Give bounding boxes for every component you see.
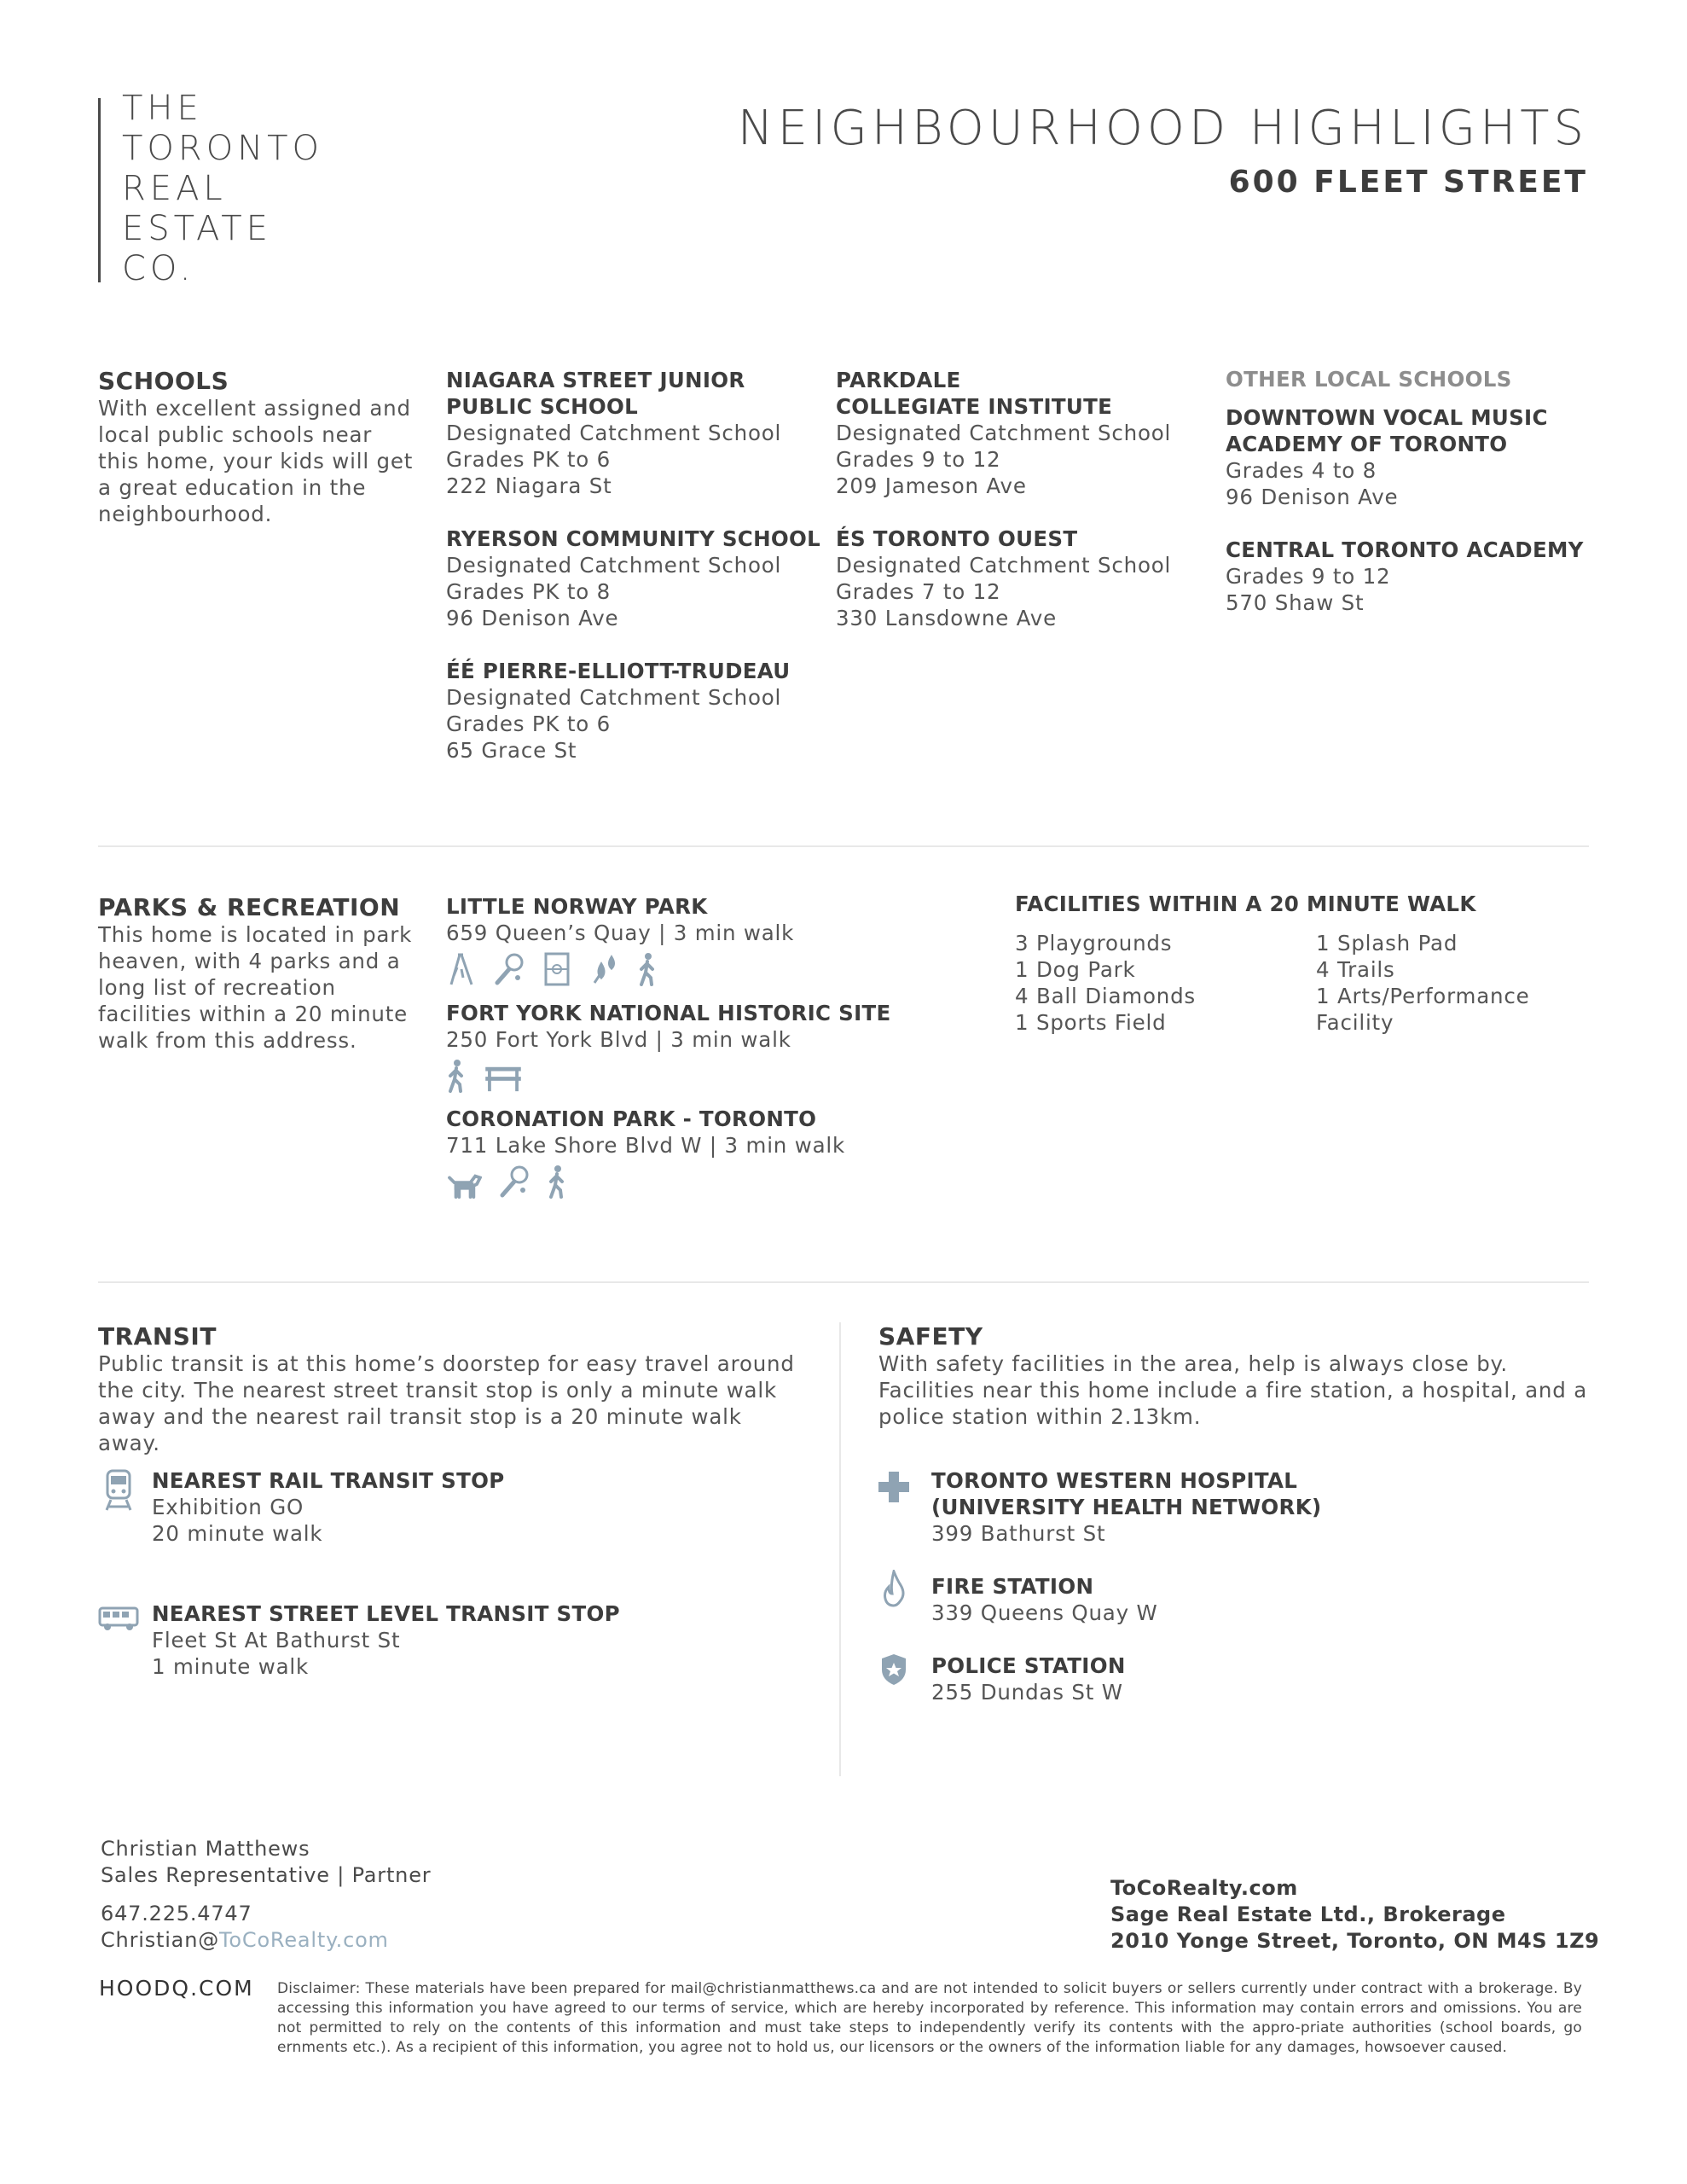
school-name-line1: DOWNTOWN VOCAL MUSIC <box>1226 405 1548 430</box>
brokerage-info <box>1110 1875 1599 1955</box>
street-transit-title: NEAREST STREET LEVEL TRANSIT STOP <box>152 1601 620 1626</box>
logo: THE TORONTO REAL ESTATE CO. <box>122 89 324 288</box>
property-address: 600 FLEET STREET <box>1228 165 1588 200</box>
agent-name: Christian Matthews <box>101 1837 310 1861</box>
school-address: 570 Shaw St <box>1226 590 1365 615</box>
logo-bar <box>98 98 101 282</box>
park-name: CORONATION PARK - TORONTO <box>446 1107 817 1131</box>
school-address: 209 Jameson Ave <box>836 473 1027 498</box>
park-icons <box>446 952 794 986</box>
facilities-list-2 <box>1316 930 1530 1036</box>
school-grades: Grades 9 to 12 <box>836 447 1001 472</box>
school-grades: Grades 7 to 12 <box>836 579 1001 604</box>
facility-item: 3 Playgrounds <box>1015 931 1173 956</box>
schools-heading: SCHOOLS <box>98 367 229 395</box>
school-address: 96 Denison Ave <box>1226 485 1399 509</box>
street-transit-walk: 1 minute walk <box>152 1654 310 1679</box>
school-grades: Grades PK to 6 <box>446 447 612 472</box>
park-detail: 659 Queen’s Quay | 3 min walk <box>446 921 795 945</box>
school-name: RYERSON COMMUNITY SCHOOL <box>446 526 821 551</box>
school-item <box>836 367 1203 499</box>
hoodq-link[interactable]: HOODQ.COM <box>99 1976 254 2001</box>
park-item <box>446 893 794 986</box>
school-name: NIAGARA STREET JUNIOR PUBLIC SCHOOL <box>446 368 745 419</box>
park-name: FORT YORK NATIONAL HISTORIC SITE <box>446 1001 891 1025</box>
hospital-name-line1: TORONTO WESTERN HOSPITAL <box>931 1468 1298 1493</box>
disclaimer: Disclaimer: These materials have been prepared for mail@christianmatthews.ca and are not intended to solicit buyers or sellers currently under contract with a brokerage. By accessing this information you have agreed to our terms of service, which are hereby incorporated by reference. This information may contain errors and omissions. You are not permitted to rely on the contents of this information and must take steps to independently verify its contents with the appro-priate authorities (school boards, go ernments etc.). As a recipient of this information, you agree not to hold us, our licensors or the owners of the information liable for any damages, howsoever caused. <box>277 1980 1582 2056</box>
facilities-list-1 <box>1015 930 1196 1036</box>
school-item <box>446 526 821 631</box>
other-schools-heading: OTHER LOCAL SCHOOLS <box>1226 367 1512 392</box>
school-item <box>446 367 813 499</box>
police-station-title: POLICE STATION <box>931 1653 1126 1678</box>
facility-item: 1 Sports Field <box>1015 1010 1167 1035</box>
school-item <box>1226 404 1592 510</box>
park-icons <box>446 1165 845 1199</box>
bus-icon <box>98 1606 139 1632</box>
safety-description: With safety facilities in the area, help is always close by. Facilities near this home include a fire station, a hospital, and a police station within 2.13km. <box>878 1351 1588 1429</box>
facility-item: Facility <box>1316 1010 1394 1035</box>
website-link[interactable]: ToCoRealty.com <box>1110 1876 1298 1900</box>
park-item <box>446 1000 891 1093</box>
school-address: 65 Grace St <box>446 738 577 763</box>
hospital <box>931 1467 1321 1547</box>
fire-icon <box>882 1570 906 1607</box>
fire-station-address: 339 Queens Quay W <box>931 1600 1158 1625</box>
school-name-line1: PARKDALE <box>836 368 961 392</box>
facility-item: 1 Splash Pad <box>1316 931 1458 956</box>
park-item <box>446 1106 845 1199</box>
schools-description: With excellent assigned and local public schools near this home, your kids will get a great education in the neighbourhood. <box>98 396 414 526</box>
agent-title: Sales Representative | Partner <box>101 1863 432 1887</box>
school-type: Designated Catchment School <box>836 421 1172 445</box>
school-address: 96 Denison Ave <box>446 606 619 630</box>
police-shield-icon <box>880 1653 907 1687</box>
school-item <box>836 526 1203 631</box>
sports-field-icon <box>542 952 572 986</box>
parks-description: This home is located in park heaven, with 4 parks and a long list of recreation facilities within a 20 minute walk from this address. <box>98 922 413 1053</box>
school-name-line2: ACADEMY OF TORONTO <box>1226 432 1508 456</box>
school-type: Designated Catchment School <box>446 553 782 578</box>
school-address: 222 Niagara St <box>446 473 612 498</box>
rail-transit-stop <box>152 1467 504 1547</box>
school-grades: Grades 4 to 8 <box>1226 458 1377 483</box>
school-type: Designated Catchment School <box>446 421 782 445</box>
school-name: ÉS TORONTO OUEST <box>836 526 1078 551</box>
brokerage-name: Sage Real Estate Ltd., Brokerage <box>1110 1902 1506 1926</box>
safety-heading: SAFETY <box>878 1322 983 1350</box>
transit-description: Public transit is at this home’s doorstep for easy travel around the city. The nearest street transit stop is only a minute walk away and the nearest rail transit stop is a 20 minute walk away. <box>98 1351 795 1455</box>
school-type: Designated Catchment School <box>446 685 782 710</box>
hospital-name-line2: (UNIVERSITY HEALTH NETWORK) <box>931 1495 1322 1519</box>
park-detail: 711 Lake Shore Blvd W | 3 min walk <box>446 1133 845 1158</box>
rail-transit-title: NEAREST RAIL TRANSIT STOP <box>152 1468 505 1493</box>
school-name-line2: COLLEGIATE INSTITUTE <box>836 394 1113 419</box>
fire-station-title: FIRE STATION <box>931 1574 1094 1599</box>
police-station-address: 255 Dundas St W <box>931 1680 1123 1705</box>
school-type: Designated Catchment School <box>836 553 1172 578</box>
ball-diamond-icon <box>499 1165 530 1199</box>
playground-icon <box>446 952 477 986</box>
column-divider <box>839 1322 841 1776</box>
divider <box>98 1281 1589 1283</box>
school-grades: Grades PK to 6 <box>446 712 612 736</box>
street-transit-stop <box>152 1600 620 1680</box>
school-grades: Grades 9 to 12 <box>1226 564 1391 589</box>
street-transit-name: Fleet St At Bathurst St <box>152 1628 401 1653</box>
agent-phone[interactable]: 647.225.4747 <box>101 1902 252 1926</box>
ball-diamond-icon <box>494 952 525 986</box>
trail-icon <box>446 1059 467 1093</box>
agent-info <box>101 1836 431 1954</box>
page-title: NEIGHBOURHOOD HIGHLIGHTS <box>737 101 1588 156</box>
trail-icon <box>547 1165 567 1199</box>
splash-pad-icon <box>589 952 620 986</box>
school-item <box>446 658 813 764</box>
rail-transit-name: Exhibition GO <box>152 1495 304 1519</box>
train-icon <box>104 1469 133 1512</box>
rail-transit-walk: 20 minute walk <box>152 1521 323 1546</box>
bench-icon <box>484 1064 523 1093</box>
agent-email[interactable]: Christian@ToCoRealty.com <box>101 1928 389 1952</box>
dog-park-icon <box>446 1170 482 1199</box>
facility-item: 1 Arts/Performance <box>1316 984 1530 1008</box>
facility-item: 1 Dog Park <box>1015 957 1136 982</box>
school-name: ÉÉ PIERRE-ELLIOTT-TRUDEAU <box>446 659 791 683</box>
facility-item: 4 Trails <box>1316 957 1395 982</box>
school-item <box>1226 537 1592 616</box>
facilities-heading: FACILITIES WITHIN A 20 MINUTE WALK <box>1015 892 1476 916</box>
school-name: CENTRAL TORONTO ACADEMY <box>1226 537 1584 562</box>
divider <box>98 845 1589 847</box>
police-station <box>931 1653 1126 1705</box>
park-icons <box>446 1059 891 1093</box>
transit-heading: TRANSIT <box>98 1322 217 1350</box>
facility-item: 4 Ball Diamonds <box>1015 984 1196 1008</box>
park-detail: 250 Fort York Blvd | 3 min walk <box>446 1027 791 1052</box>
parks-heading: PARKS & RECREATION <box>98 893 401 921</box>
park-name: LITTLE NORWAY PARK <box>446 894 708 919</box>
school-grades: Grades PK to 8 <box>446 579 612 604</box>
school-address: 330 Lansdowne Ave <box>836 606 1057 630</box>
fire-station <box>931 1573 1158 1626</box>
hospital-icon <box>878 1472 909 1502</box>
hospital-address: 399 Bathurst St <box>931 1521 1106 1546</box>
brokerage-address: 2010 Yonge Street, Toronto, ON M4S 1Z9 <box>1110 1929 1600 1953</box>
trail-icon <box>637 952 658 986</box>
